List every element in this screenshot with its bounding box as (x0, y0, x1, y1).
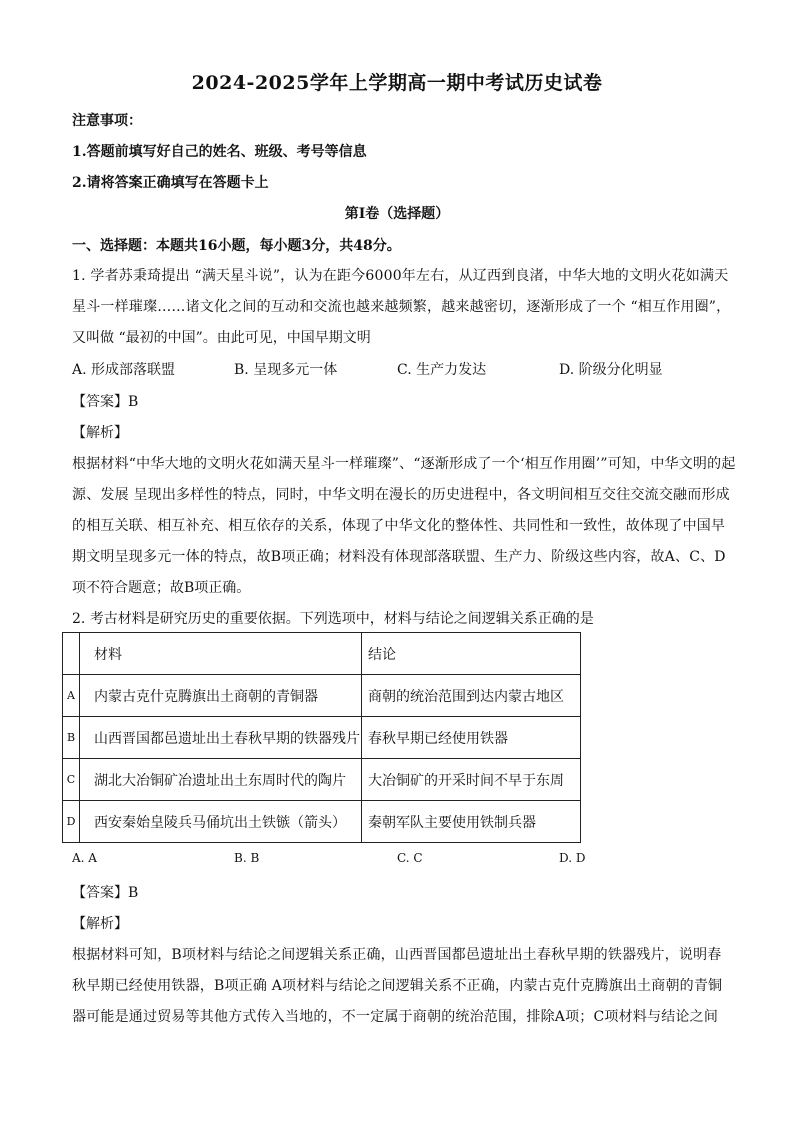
row-material: 湖北大冶铜矿冶遗址出土东周时代的陶片 (80, 759, 362, 801)
q1-option-d: D. 阶级分化明显 (559, 362, 663, 378)
q1-stem-line-3: 又叫做 “最初的中国”。由此可见，中国早期文明 (72, 330, 371, 346)
table-row (63, 675, 581, 717)
row-conclusion: 春秋早期已经使用铁器 (362, 717, 581, 759)
q1-analysis-line-1: 根据材料“中华大地的文明火花如满天星斗一样璀璨”、“逐渐形成了一个‘相互作用圈’”可知，中华文明的起 (72, 456, 736, 472)
q2-option-b: B. B (234, 851, 260, 865)
row-conclusion: 商朝的统治范围到达内蒙古地区 (362, 675, 581, 717)
q2-analysis-line-3: 器可能是通过贸易等其他方式传入当地的，不一定属于商朝的统治范围，排除A项；C项材料与结论之间 (72, 1009, 719, 1025)
table-row (63, 717, 581, 759)
notice-heading: 注意事项： (72, 113, 142, 129)
q2-option-c: C. C (397, 851, 423, 865)
row-conclusion: 大冶铜矿的开采时间不早于东周 (362, 759, 581, 801)
q1-analysis-label: 【解析】 (72, 425, 128, 441)
table-header-cell: 结论 (362, 633, 581, 675)
notice-item-1: 1.答题前填写好自己的姓名、班级、考号等信息 (72, 144, 367, 160)
row-material: 内蒙古克什克腾旗出土商朝的青铜器 (80, 675, 362, 717)
table-header-row (63, 633, 581, 675)
row-key: C (63, 759, 80, 801)
q2-table (62, 632, 581, 843)
section-title: 第I卷（选择题） (344, 206, 450, 222)
q1-analysis-line-4: 期文明呈现多元一体的特点，故B项正确；材料没有体现部落联盟、生产力、阶级这些内容，故A、C、D (72, 549, 726, 565)
q2-option-d: D. D (559, 851, 586, 865)
row-material: 西安秦始皇陵兵马俑坑出土铁镞（箭头） (80, 801, 362, 843)
row-key: A (63, 675, 80, 717)
table-row (63, 759, 581, 801)
q2-option-a: A. A (72, 851, 97, 865)
q2-analysis-line-2: 秋早期已经使用铁器，B项正确 A项材料与结论之间逻辑关系不正确，内蒙古克什克腾旗出土商朝的青铜 (72, 978, 723, 994)
exam-title: 2024-2025学年上学期高一期中考试历史试卷 (191, 72, 603, 94)
row-key: D (63, 801, 80, 843)
q2-stem: 2. 考古材料是研究历史的重要依据。下列选项中，材料与结论之间逻辑关系正确的是 (72, 611, 594, 627)
part-one-heading: 一、选择题：本题共16小题，每小题3分，共48分。 (72, 238, 401, 254)
q1-analysis-line-5: 项不符合题意；故B项正确。 (72, 580, 251, 596)
table-header-cell: 材料 (80, 633, 362, 675)
q1-stem-line-2: 星斗一样璀璨……诸文化之间的互动和交流也越来越频繁，越来越密切，逐渐形成了一个 “相互作用圈”， (72, 299, 731, 315)
q2-analysis-label: 【解析】 (72, 916, 128, 932)
row-key: B (63, 717, 80, 759)
row-material: 山西晋国都邑遗址出土春秋早期的铁器残片 (80, 717, 362, 759)
notice-item-2: 2.请将答案正确填写在答题卡上 (72, 175, 269, 191)
q2-analysis-line-1: 根据材料可知，B项材料与结论之间逻辑关系正确，山西晋国都邑遗址出土春秋早期的铁器残片，说明春 (72, 947, 722, 963)
q1-option-b: B. 呈现多元一体 (234, 362, 338, 378)
row-conclusion: 秦朝军队主要使用铁制兵器 (362, 801, 581, 843)
q1-stem-line-1: 1. 学者苏秉琦提出 “满天星斗说”，认为在距今6000年左右，从辽西到良渚，中华大地的文明火花如满天 (72, 268, 729, 284)
table-header-cell (63, 633, 80, 675)
table-row (63, 801, 581, 843)
q1-answer: 【答案】B (72, 394, 139, 410)
q1-analysis-line-2: 源、发展 呈现出多样性的特点，同时，中华文明在漫长的历史进程中，各文明间相互交往交流交融而形成 (72, 487, 730, 503)
q1-option-c: C. 生产力发达 (397, 362, 487, 378)
q2-answer: 【答案】B (72, 885, 139, 901)
q1-analysis-line-3: 的相互关联、相互补充、相互依存的关系，体现了中华文化的整体性、共同性和一致性，故体现了中国早 (72, 518, 726, 534)
q1-option-a: A. 形成部落联盟 (72, 362, 176, 378)
